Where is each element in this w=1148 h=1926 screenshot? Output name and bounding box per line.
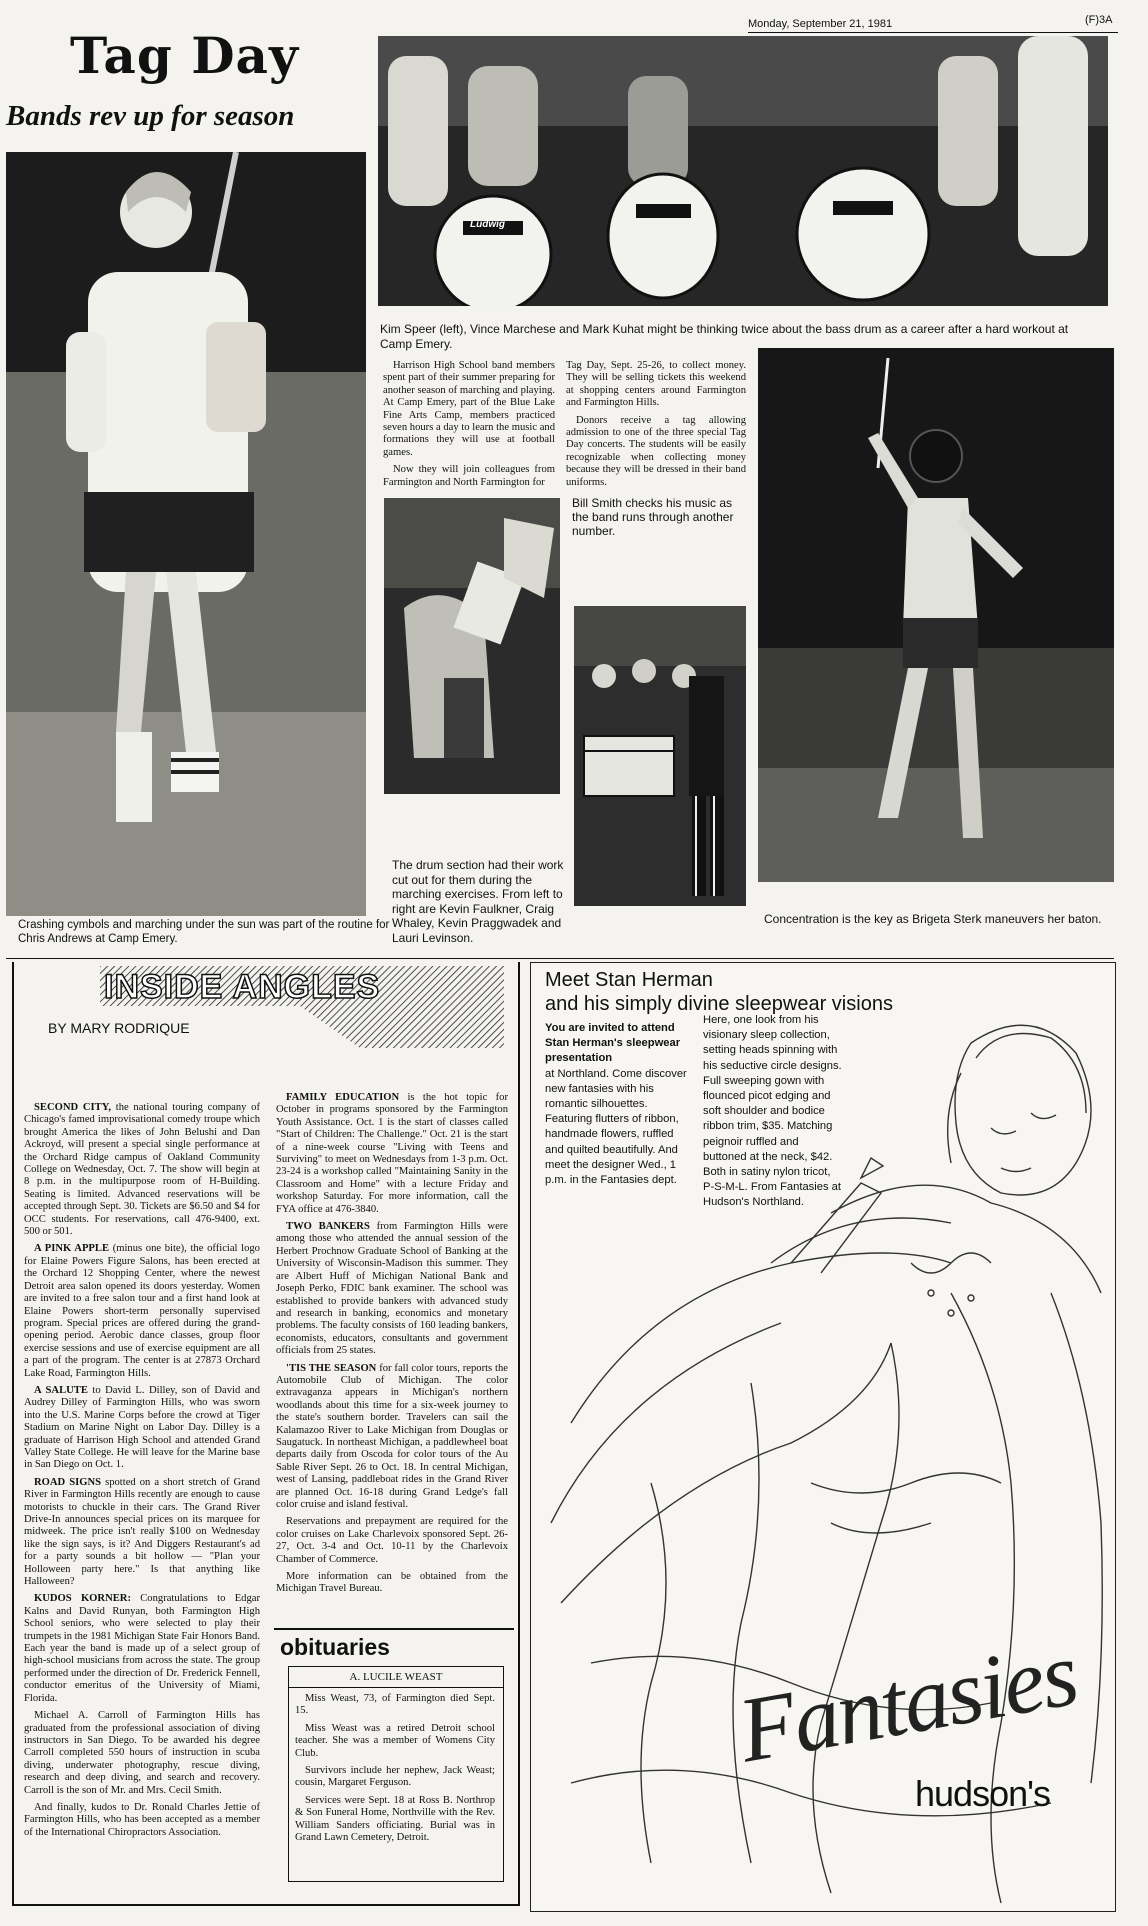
header-rule: [748, 32, 1118, 33]
inside-angles-title: INSIDE ANGLES: [104, 968, 381, 1006]
section-divider: [6, 958, 1114, 959]
brief-item: [276, 1571, 508, 1596]
caption-runner: Crashing cymbols and marching under the sun was part of the routine for Chris Andrews at Camp Emery.: [18, 919, 390, 945]
story-left-column: [383, 360, 555, 494]
caption-drumline: The drum section had their work cut out for them during the marching exercises. From left to right are Kevin Faulkner, Craig Whaley, Kevin Praggwadek and Lauri Levinson.: [392, 858, 564, 945]
obituary-paragraph: Miss Weast was a retired Detroit school teacher. She was a member of Womens City Club.: [295, 1722, 495, 1759]
obituary-paragraph: Miss Weast, 73, of Farmington died Sept. 15.: [295, 1693, 495, 1717]
drum-brand-label: Ludwig: [470, 219, 505, 230]
obituary-inner-box: [288, 1666, 504, 1882]
brief-item: [24, 1102, 260, 1238]
ad-invite-text: [545, 1021, 693, 1188]
byline: BY MARY RODRIQUE: [48, 1020, 190, 1036]
inside-angles-border-left: [12, 962, 14, 1904]
brief-text: Congratulations to Edgar Kalns and David Runyan, both Farmington High School seniors, who were selected to play their trumpets in the 1981 Michigan State Fair Honors Band. Each year the band is made up of a select group of high-school musicians from across the state. The group performed under the direction of Dr. Frederick Fennell, conductor emeritus of the University of Miami, Florida.: [24, 1593, 260, 1704]
obituary-name-rule: [289, 1687, 503, 1688]
brief-text: (minus one bite), the official logo for Elaine Powers Figure Salons, has been erected at the Orchard 12 Shopping Center, where the newest Detroit area salon opened its doors yesterday. Women are invited to a free salon tour and a first hand look at Elaine Powers short-term personally supervised program. Special prices are offered during the grand-opening period. Aerobic dance classes, group floor exercise sessions and use of exercise equipment are all a part of the program. The center is at 27873 Orchard Lake Road, Farmington Hills.: [24, 1243, 260, 1379]
caption-baton: Concentration is the key as Brigeta Sterk maneuvers her baton.: [764, 912, 1102, 926]
brief-text: to David L. Dilley, son of David and Audrey Dilley of Farmington Hills, who was sworn into the U.S. Marine Corps before the crowd at Tiger Stadium on Marine Night on Labor Day. Dilley is a graduate of Harrison High School and attended Grand Valley State College. He will leave for the Marine base in San Diego on Oct. 1.: [24, 1384, 260, 1471]
brief-item: [24, 1802, 260, 1839]
bass-drums-illustration: [378, 36, 1108, 306]
brief-text: Michael A. Carroll of Farmington Hills has graduated from the professional association of diving instructors in San Diego. To be awarded his degree Carroll completed 550 hours of instruction in scuba diving, underwater photography, rescue diving, research and deep diving, and search and recovery. Carroll is the son of Mr. and Mrs. Cecil Smith.: [24, 1710, 260, 1796]
hudsons-logo: hudson's: [915, 1773, 1050, 1814]
music-illustration: [384, 498, 560, 794]
ad-description-body: Here, one look from his visionary sleep collection, setting heads spinning with his seductive circle designs. Full sweeping gown with flounced picot edging and soft shoulder and bodice ribbon trim, $35. Matching peignoir ruffled and buttoned at the neck, $42. Both in satiny nylon tricot, P-S-M-L. From Fantasies at Hudson's Northland.: [703, 1014, 842, 1209]
inside-angles-border-right: [518, 962, 520, 1904]
brief-item: [276, 1092, 508, 1216]
photo-runner: [6, 152, 366, 916]
brief-text: spotted on a short stretch of Grand River in Farmington Hills recently are enough to cause motorists to chuckle in their cars. The Grand River Drive-In announces special prices on its marquee for midweek. The price isn't really $100 on Wednesday like the sign says, is it? And Diggers Restaurant's ad for a party sounds a bit hollow — "Plan your Holloween party here." Is that anything like Halloween?: [24, 1476, 260, 1588]
hudsons-ad: [530, 962, 1116, 1912]
baton-illustration: [758, 348, 1114, 882]
photo-music-stand: [384, 498, 560, 794]
drumline-illustration: [574, 606, 746, 906]
brief-item: [24, 1593, 260, 1705]
ad-invite-body: at Northland. Come discover new fantasies with his romantic silhouettes. Featuring flutters of ribbon, handmade flowers, ruffled and quilted beautifully. And meet the designer Wed., 1 p.m. in the Fantasies dept.: [545, 1067, 687, 1187]
obituary-text: [295, 1693, 495, 1849]
brief-lead: KUDOS KORNER:: [34, 1593, 131, 1605]
brief-lead: SECOND CITY,: [34, 1102, 112, 1113]
photo-bass-drums: [378, 36, 1108, 306]
obituary-name: A. LUCILE WEAST: [349, 1671, 443, 1683]
brief-text: the national touring company of Chicago's famed improvisational comedy troupe which brought America the likes of John Belushi and Dan Ackroyd, will present a special single performance at the Orchard Ridge campus of Oakland Community College on Wednesday, Oct. 7. The show will begin at 8 p.m. in the multipurpose room of H-Building. Seating is limited. Advanced reservations will be accepted through Sept. 30. Tickets are $6.50 and $4 for OCC students. For reservations, call 476-9400, ext. 500 or 501.: [24, 1102, 260, 1238]
brief-text: Reservations and prepayment are required for the color cruises on Lake Charlevoix sponsored Sept. 26-27, Oct. 3-4 and Oct. 10-11 by the Charlevoix Chamber of Commerce.: [276, 1516, 508, 1565]
brief-item: [24, 1385, 260, 1472]
brief-lead: A PINK APPLE: [34, 1243, 110, 1255]
brief-text: for fall color tours, reports the Automobile Club of Michigan. The color extravaganza appears in Michigan's northern woodlands about this time for a six-week journey to the state's southern border. Travelers can sail the Kalamazoo River to Lake Michigan from Douglas or Saugatuck. In northeast Michigan, a paddlewheel boat departs daily from Oscoda for color tours of the Au Sable River Sept. 26 to Oct. 18. In central Michigan, west of Lansing, paddleboat rides in the Grand River are planned Oct. 16-18 during Grand Ledge's fall color cruise and island festival.: [276, 1362, 508, 1510]
page-number: (F)3A: [1085, 14, 1113, 26]
story-right-paragraph: Donors receive a tag allowing admission to one of the three special Tag Day concerts. The students will be easily recognizable when collecting money because they will be dressed in their band uniforms.: [566, 414, 746, 488]
photo-baton: [758, 348, 1114, 882]
ad-headline-2: and his simply divine sleepwear visions: [545, 993, 893, 1015]
brief-item: [276, 1363, 508, 1512]
brief-lead: FAMILY EDUCATION: [286, 1092, 400, 1103]
fantasies-script-logo: Fantasies: [731, 1621, 1084, 1782]
obituaries-top-rule: [274, 1628, 514, 1630]
brief-item: [24, 1243, 260, 1379]
ad-description-text: [703, 1013, 843, 1211]
brief-lead: ROAD SIGNS: [34, 1476, 102, 1488]
brief-lead: 'TIS THE SEASON: [286, 1362, 377, 1374]
story-right-paragraph: Tag Day, Sept. 25-26, to collect money. They will be selling tickets this weekend at shopping centers around Farmington and Farmington Hills.: [566, 360, 746, 409]
caption-bass-drums: Kim Speer (left), Vince Marchese and Mark Kuhat might be thinking twice about the bass drum as a career after a hard workout at Camp Emery.: [380, 322, 1069, 351]
brief-text: More information can be obtained from the Michigan Travel Bureau.: [276, 1571, 508, 1595]
brief-item: [24, 1710, 260, 1797]
caption-music: Bill Smith checks his music as the band runs through another number.: [572, 496, 734, 538]
brief-item: [276, 1516, 508, 1566]
brief-text: from Farmington Hills were among those who attended the annual session of the Herbert Prochnow Graduate School of Banking at the University of Wisconsin-Madison this summer. They are Albert Huff of Michigan National Bank and Joseph Perko, FDIC bank examiner. The school was established to provide bankers with advanced study and research in banking, economics and monetary problems. The faculty consists of 160 leading bankers, economists, educators, consultants and government officials from 25 states.: [276, 1221, 509, 1357]
obituaries-box: [274, 1628, 518, 1890]
brief-item: [24, 1477, 260, 1589]
photo-drumline: [574, 606, 746, 906]
obituary-paragraph: Survivors include her nephew, Jack Weast; cousin, Margaret Ferguson.: [295, 1765, 495, 1789]
brief-text: And finally, kudos to Dr. Ronald Charles Jettie of Farmington Hills, who has been accepted as a member of the International Chiropractors Association.: [24, 1801, 260, 1838]
feature-title: Tag Day: [70, 26, 299, 85]
inside-angles-left-column: [24, 1102, 260, 1844]
inside-angles-border-bottom: [12, 1904, 520, 1906]
story-left-paragraph: Harrison High School band members spent part of their summer preparing for another season of marching and playing. At Camp Emery, part of the Blue Lake Fine Arts Camp, members practiced seven hours a day to learn the music and formations they will use at football games.: [383, 360, 555, 458]
page-date: Monday, September 21, 1981: [748, 18, 893, 30]
ad-headline-1: Meet Stan Herman: [545, 969, 713, 991]
obituary-paragraph: Services were Sept. 18 at Ross B. Northrop & Son Funeral Home, Northville with the Rev. William Sanders officiating. Burial was in Grand Lawn Cemetery, Detroit.: [295, 1794, 495, 1844]
brief-item: [276, 1221, 508, 1357]
story-right-column: [566, 360, 746, 494]
brief-text: is the hot topic for October in programs sponsored by the Farmington Youth Assistance. Oct. 1 is the start of classes called "Start of Children: The Challenge." Oct. 21 is the start of a nine-week course "Living with Teens and Surviving" to meet on Wednesdays from 1-3 p.m. Oct. 23-24 is a workshop called "Maintaining Sanity in the Classroom and Home" with a lecture Friday and workshop Saturday. For more information, call the FYA office at 476-3840.: [276, 1092, 508, 1215]
ad-invite-bold: You are invited to attend Stan Herman's sleepwear presentation: [545, 1022, 681, 1065]
obituaries-heading: obituaries: [280, 1634, 390, 1660]
runner-illustration: [6, 152, 366, 916]
feature-subtitle: Bands rev up for season: [6, 100, 295, 132]
inside-angles-right-column: [276, 1092, 508, 1601]
brief-lead: A SALUTE: [34, 1384, 88, 1396]
brief-lead: TWO BANKERS: [286, 1221, 370, 1233]
story-left-paragraph: Now they will join colleagues from Farmington and North Farmington for: [383, 464, 555, 488]
